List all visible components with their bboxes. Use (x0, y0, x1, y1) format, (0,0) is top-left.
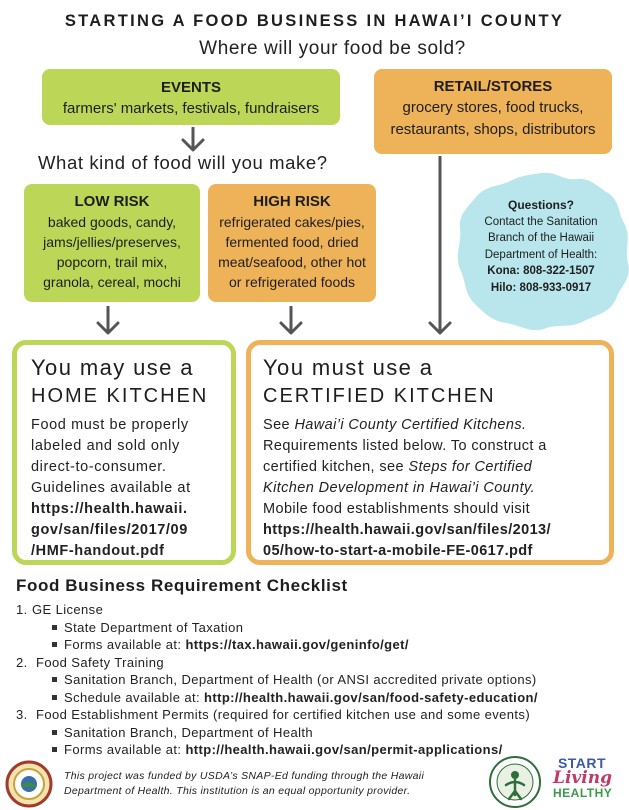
mobile-fe-url[interactable]: 05/how-to-start-a-mobile-FE-0617.pdf (263, 543, 533, 559)
requirements-line: Requirements listed below. To construct a (263, 438, 547, 454)
question-where-sold: Where will your food be sold? (199, 38, 466, 59)
home-kitchen-intro: You may use a (31, 355, 194, 380)
item-label: GE License (32, 602, 104, 617)
item-number: 1. (16, 602, 28, 617)
home-kitchen-heading: HOME KITCHEN (31, 385, 209, 407)
permit-url[interactable]: http://health.hawaii.gov/san/permit-applications/ (185, 742, 503, 757)
high-risk-line: fermented food, dried (225, 234, 359, 250)
see-text: See (263, 417, 295, 433)
high-risk-line: refrigerated cakes/pies, (219, 214, 365, 230)
tax-url[interactable]: https://tax.hawaii.gov/geninfo/get/ (185, 637, 409, 652)
question-food-kind: What kind of food will you make? (38, 152, 328, 173)
arrow-down-icon (276, 306, 306, 336)
home-kitchen-url[interactable]: /HMF-handout.pdf (31, 543, 165, 559)
low-risk-heading: LOW RISK (74, 193, 150, 210)
certified-kitchen-text: certified kitchen, see (263, 459, 409, 475)
home-kitchen-line: Guidelines available at (31, 480, 191, 496)
county-seal-icon (4, 760, 54, 808)
certified-kitchen-heading: CERTIFIED KITCHEN (263, 385, 496, 407)
item-number: 3. (16, 707, 28, 722)
low-risk-line: popcorn, trail mix, (56, 254, 168, 270)
questions-bubble (448, 167, 629, 335)
low-risk-box (24, 184, 200, 302)
sub-item: Sanitation Branch, Department of Health (16, 724, 616, 742)
item-label: Food Establishment Permits (required for certified kitchen use and some events) (36, 707, 531, 722)
home-kitchen-box (12, 340, 236, 565)
sub-item: State Department of Taxation (16, 619, 616, 637)
events-heading: EVENTS (160, 79, 221, 96)
certified-kitchen-box (246, 340, 614, 565)
questions-title: Questions? (507, 198, 574, 212)
sub-item: Forms available at: https://tax.hawaii.gov/geninfo/get/ (16, 636, 616, 654)
retail-line-1: grocery stores, food trucks, (402, 99, 584, 116)
arrow-down-icon (178, 127, 208, 153)
home-kitchen-url[interactable]: gov/san/files/2017/09 (31, 522, 188, 538)
questions-line: Contact the Sanitation (484, 215, 598, 228)
checklist (16, 601, 616, 759)
sub-item: Forms available at: http://health.hawaii.gov/san/permit-applications/ (16, 741, 616, 759)
low-risk-line: baked goods, candy, (47, 214, 177, 230)
start-living-healthy-logo (553, 756, 611, 806)
questions-line: Department of Health: (484, 248, 598, 261)
events-box (42, 69, 340, 125)
hilo-phone: Hilo: 808-933-0917 (490, 281, 592, 294)
food-safety-url[interactable]: http://health.hawaii.gov/san/food-safety-education/ (204, 689, 538, 705)
retail-line-2: restaurants, shops, distributors (390, 121, 596, 138)
list-item (16, 601, 616, 619)
item-label: Food Safety Training (36, 654, 164, 670)
kona-phone: Kona: 808-322-1507 (487, 265, 595, 277)
steps-doc: Steps for Certified (408, 459, 533, 475)
arrow-down-icon (93, 306, 123, 336)
events-body: farmers' markets, festivals, fundraisers (62, 100, 320, 117)
home-kitchen-line: labeled and sold only (31, 438, 180, 454)
logo-start: START (557, 755, 607, 771)
arrow-down-long-icon (425, 156, 455, 336)
sub-item: Schedule available at: http://health.hawaii.gov/san/food-safety-education/ (16, 689, 616, 707)
questions-line: Branch of the Hawaii (487, 232, 595, 244)
department-of-health-seal-icon (488, 755, 542, 809)
home-kitchen-line: direct-to-consumer. (31, 459, 167, 475)
checklist-title: Food Business Requirement Checklist (16, 576, 348, 595)
high-risk-line: or refrigerated foods (228, 274, 356, 290)
mobile-fe-url[interactable]: https://health.hawaii.gov/san/files/2013/ (263, 522, 551, 538)
item-number: 2. (16, 654, 28, 670)
retail-box (374, 69, 612, 154)
certified-kitchen-intro: You must use a (263, 355, 434, 380)
funding-line: This project was funded by USDA’s SNAP-Ed funding through the Hawaii (64, 770, 425, 782)
kitchen-development-doc: Kitchen Development in Hawai’i County. (263, 480, 536, 496)
high-risk-line: meat/seafood, other hot (218, 254, 366, 270)
high-risk-heading: HIGH RISK (253, 193, 331, 210)
high-risk-box (208, 184, 376, 302)
funding-note (64, 769, 482, 799)
list-item (16, 654, 616, 672)
retail-heading: RETAIL/STORES (433, 78, 553, 95)
funding-line: Department of Health. This institution is an equal opportunity provider. (64, 785, 411, 797)
certified-kitchens-doc: Hawai’i County Certified Kitchens. (294, 417, 527, 433)
logo-living: Living (553, 768, 612, 788)
home-kitchen-line: Food must be properly (31, 417, 189, 433)
home-kitchen-url[interactable]: https://health.hawaii. (31, 501, 188, 517)
sub-item: Sanitation Branch, Department of Health (or ANSI accredited private options) (16, 671, 616, 689)
mobile-line: Mobile food establishments should visit (263, 501, 531, 517)
low-risk-line: granola, cereal, mochi (43, 274, 181, 290)
low-risk-line: jams/jellies/preserves, (43, 234, 181, 250)
logo-healthy: HEALTHY (553, 786, 613, 800)
list-item (16, 706, 616, 724)
page-title: STARTING A FOOD BUSINESS IN HAWAI’I COUNTY (64, 12, 565, 30)
